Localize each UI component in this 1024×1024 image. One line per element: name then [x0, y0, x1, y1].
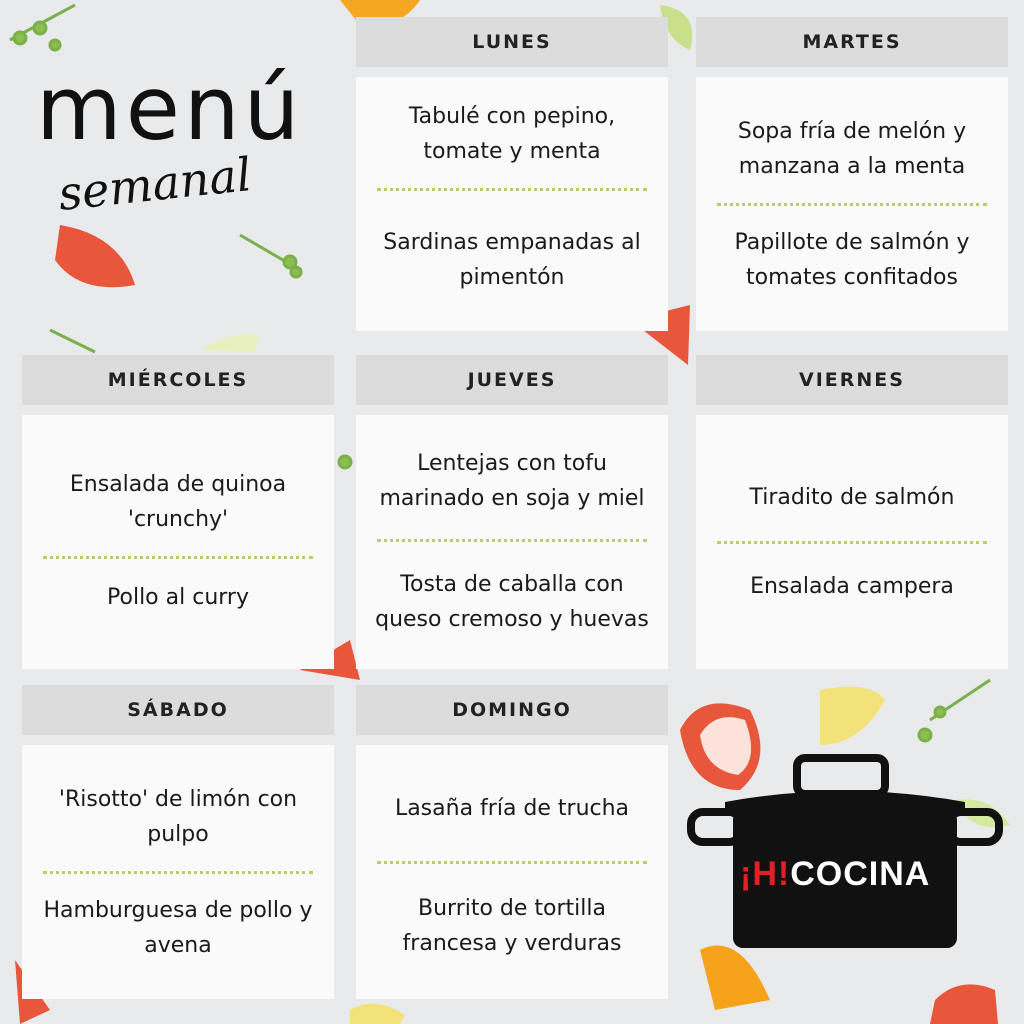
meal-lunch: Lasaña fría de trucha	[394, 796, 630, 821]
meal-dinner: Sardinas empanadas al pimentón	[383, 229, 641, 290]
day-card-miercoles	[22, 355, 334, 669]
cooking-pot-logo-icon	[685, 750, 1005, 955]
meal-dinner: Ensalada campera	[750, 574, 954, 599]
day-header: VIERNES	[696, 355, 1008, 405]
day-body	[356, 745, 668, 999]
separator	[43, 556, 313, 559]
meal-lunch: 'Risotto' de limón con pulpo	[58, 786, 298, 847]
meal-lunch: Ensalada de quinoa 'crunchy'	[69, 471, 287, 532]
meal-dinner: Hamburguesa de pollo y avena	[43, 897, 313, 958]
day-card-sabado	[22, 685, 334, 999]
day-body	[356, 77, 668, 331]
title-sub: semanal	[55, 147, 254, 221]
menu-title	[30, 55, 330, 225]
day-card-martes	[696, 17, 1008, 331]
day-header: SÁBADO	[22, 685, 334, 735]
day-body	[696, 77, 1008, 331]
day-body	[696, 415, 1008, 669]
day-header: MARTES	[696, 17, 1008, 67]
day-card-jueves	[356, 355, 668, 669]
separator	[717, 203, 987, 206]
day-header: JUEVES	[356, 355, 668, 405]
meal-lunch: Lentejas con tofu marinado en soja y miel	[379, 450, 645, 511]
day-header: MIÉRCOLES	[22, 355, 334, 405]
meal-dinner: Pollo al curry	[107, 585, 249, 610]
day-header: DOMINGO	[356, 685, 668, 735]
brand-name: COCINA	[790, 855, 931, 893]
separator	[377, 861, 647, 864]
meal-lunch: Tabulé con pepino, tomate y menta	[408, 103, 616, 164]
day-card-viernes	[696, 355, 1008, 669]
day-card-lunes	[356, 17, 668, 331]
meal-lunch: Tiradito de salmón	[749, 485, 955, 510]
day-body	[22, 415, 334, 669]
meal-dinner: Tosta de caballa con queso cremoso y huevas	[375, 572, 649, 632]
brand-prefix: ¡H!	[740, 855, 791, 893]
meal-dinner: Papillote de salmón y tomates confitados	[734, 229, 970, 290]
meal-lunch: Sopa fría de melón y manzana a la menta	[737, 118, 967, 179]
separator	[377, 188, 647, 191]
day-body	[22, 745, 334, 999]
separator	[43, 871, 313, 874]
separator	[377, 539, 647, 542]
day-body	[356, 415, 668, 669]
title-main: menú	[36, 57, 304, 160]
separator	[717, 541, 987, 544]
meal-dinner: Burrito de tortilla francesa y verduras	[402, 895, 622, 956]
brand-logo-text	[740, 855, 960, 894]
day-header: LUNES	[356, 17, 668, 67]
day-card-domingo	[356, 685, 668, 999]
